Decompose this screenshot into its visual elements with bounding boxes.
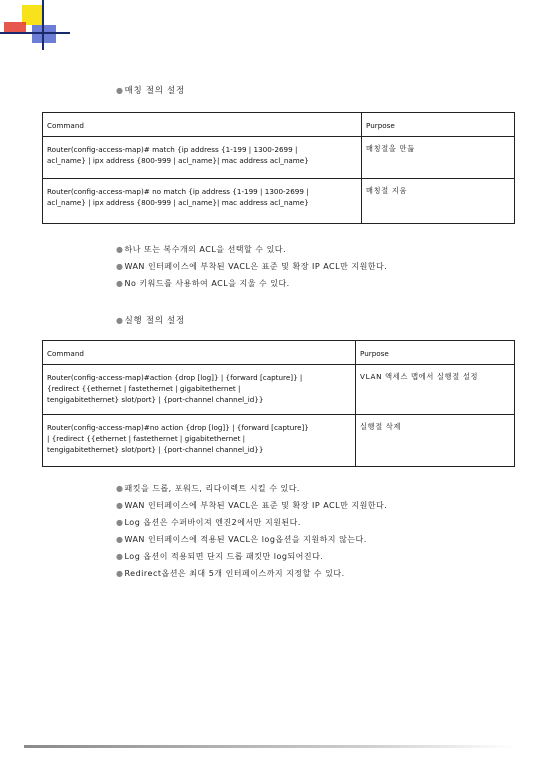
purpose-header: Purpose [362,113,515,137]
table-row [43,137,515,179]
section-title-action: ●실행 절의 설정 [116,316,185,326]
purpose-header: Purpose [356,341,515,365]
corner-logo-vertical-line [42,0,44,50]
command-line: Router(config-access-map)# no match {ip address {1-199 | 1300-2699 | [47,187,309,196]
table-header-row [43,341,515,365]
list-item: ●WAN 인터페이스에 적용된 VACL은 log옵션을 지원하지 않는다. [116,535,367,544]
matching-notes-list [116,241,387,292]
command-header: Command [43,113,362,137]
purpose-cell: 매칭절 지움 [362,179,515,224]
bullet-icon: ● [116,316,124,325]
command-line: tengigabitethernet} slot/port} | {port-channel channel_id}} [47,445,264,454]
table-row [43,365,515,415]
command-line: Router(config-access-map)#action {drop [log]} | {forward [capture]} | [47,373,303,382]
purpose-cell: 매칭절을 만듦 [362,137,515,179]
action-notes-list [116,480,387,582]
corner-logo-red-bar [4,22,26,32]
command-line: acl_name} | ipx address {800-999 | acl_name}| mac address acl_name} [47,156,309,165]
list-item: ●WAN 인터페이스에 부착된 VACL은 표준 및 확장 IP ACL만 지원한다. [116,262,388,271]
matching-command-table [42,112,515,224]
footer-rule [24,745,516,748]
list-item: ●Log 옵션이 적용되면 단지 드롭 패킷만 log되어진다. [116,552,324,561]
purpose-cell: 실행절 삭제 [356,415,515,467]
command-line: Router(config-access-map)# match {ip address {1-199 | 1300-2699 | [47,145,298,154]
command-cell [43,415,356,467]
command-line: {redirect {{ethernet | fastethernet | gigabitethernet | [47,384,241,393]
list-item: ●패킷을 드롭, 포워드, 리다이렉트 시킬 수 있다. [116,484,300,493]
bullet-icon: ● [116,86,124,95]
table-row [43,179,515,224]
table-header-row [43,113,515,137]
table-row [43,415,515,467]
corner-logo-horizontal-line [0,32,70,34]
action-command-table [42,340,515,467]
corner-logo-blue-square [32,25,56,43]
command-line: Router(config-access-map)#no action {drop [log]} | {forward [capture]} [47,423,309,432]
section-title-matching: ●매칭 절의 설정 [116,86,185,96]
list-item: ●Log 옵션은 수퍼바이져 엔진2에서만 지원된다. [116,518,301,527]
command-line: tengigabitethernet} slot/port} | {port-channel channel_id}} [47,395,264,404]
command-header: Command [43,341,356,365]
list-item: ●No 키워드를 사용하여 ACL을 지울 수 있다. [116,279,290,288]
command-cell [43,179,362,224]
list-item: ●WAN 인터페이스에 부착된 VACL은 표준 및 확장 IP ACL만 지원한다. [116,501,388,510]
list-item: ●하나 또는 복수개의 ACL을 선택할 수 있다. [116,245,287,254]
command-cell [43,137,362,179]
command-line: | {redirect {{ethernet | fastethernet | gigabitethernet | [47,434,246,443]
purpose-cell: VLAN 액세스 맵에서 실행절 설정 [356,365,515,415]
command-line: acl_name} | ipx address {800-999 | acl_name}| mac address acl_name} [47,198,309,207]
list-item: ●Redirect옵션은 최대 5개 인터페이스까지 지정할 수 있다. [116,569,345,578]
command-cell [43,365,356,415]
